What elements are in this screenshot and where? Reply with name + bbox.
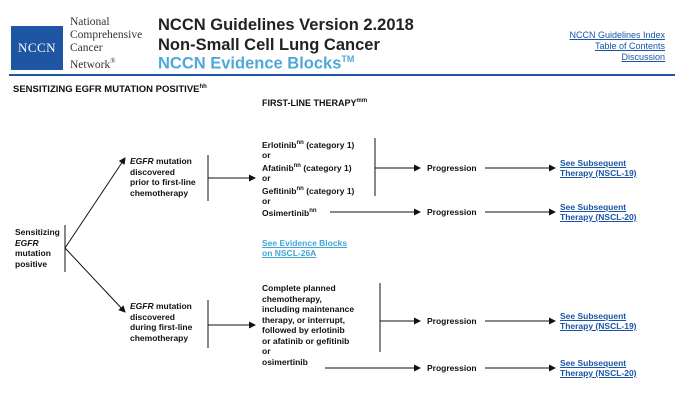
branch-prior-to-chemo: EGFR mutation discovered prior to first-line chemotherapy bbox=[130, 156, 196, 198]
progression-label: Progression bbox=[427, 316, 477, 326]
branch-during-chemo: EGFR mutation discovered during first-line chemotherapy bbox=[130, 301, 193, 343]
discussion-link[interactable]: Discussion bbox=[621, 52, 665, 62]
subsequent-therapy-link[interactable]: See Subsequent Therapy (NSCL-19) bbox=[560, 311, 637, 331]
first-line-options-during: Complete planned chemotherapy, including maintenance therapy, or interrupt, followed by erlotinib or afatinib or gefitinib or osimertinib bbox=[262, 283, 355, 367]
evidence-blocks-title: NCCN Evidence Blocks™ bbox=[158, 54, 355, 73]
progression-label: Progression bbox=[427, 363, 477, 373]
root-to-top-arrow bbox=[65, 158, 125, 248]
root-node: Sensitizing EGFR mutation positive bbox=[15, 227, 60, 269]
first-line-options-prior: Erlotinib$^{nn}$ (category 1) or Afatinib$^{nn}$ (category 1) or Gefitinib$^{nn}$ (category 1) or Osimertinib$^{nn}$ bbox=[262, 139, 355, 219]
subsequent-therapy-link[interactable]: See Subsequent Therapy (NSCL-20) bbox=[560, 358, 637, 378]
section-title: SENSITIZING EGFR MUTATION $POSITIVE^{hh}$ bbox=[13, 84, 207, 96]
root-to-bottom-arrow bbox=[65, 248, 125, 312]
subsequent-therapy-link[interactable]: See Subsequent Therapy (NSCL-20) bbox=[560, 202, 637, 222]
progression-label: Progression bbox=[427, 163, 477, 173]
guidelines-index-link[interactable]: NCCN Guidelines Index bbox=[569, 30, 665, 40]
first-line-therapy-heading: FIRST-LINE $THERAPY^{mm}$ bbox=[262, 98, 368, 108]
guidelines-version-title: NCCN Guidelines Version 2.2018 bbox=[158, 16, 414, 34]
organization-name: National Comprehensive Cancer Network® bbox=[70, 16, 143, 71]
subsequent-therapy-link[interactable]: See Subsequent Therapy (NSCL-19) bbox=[560, 158, 637, 178]
table-of-contents-link[interactable]: Table of Contents bbox=[594, 41, 665, 51]
nccn-logo: NCCN bbox=[11, 26, 63, 70]
progression-label: Progression bbox=[427, 207, 477, 217]
page-title: Non-Small Cell Lung Cancer bbox=[158, 36, 380, 54]
evidence-blocks-link[interactable]: See Evidence Blocks on NSCL-26A bbox=[262, 238, 348, 258]
